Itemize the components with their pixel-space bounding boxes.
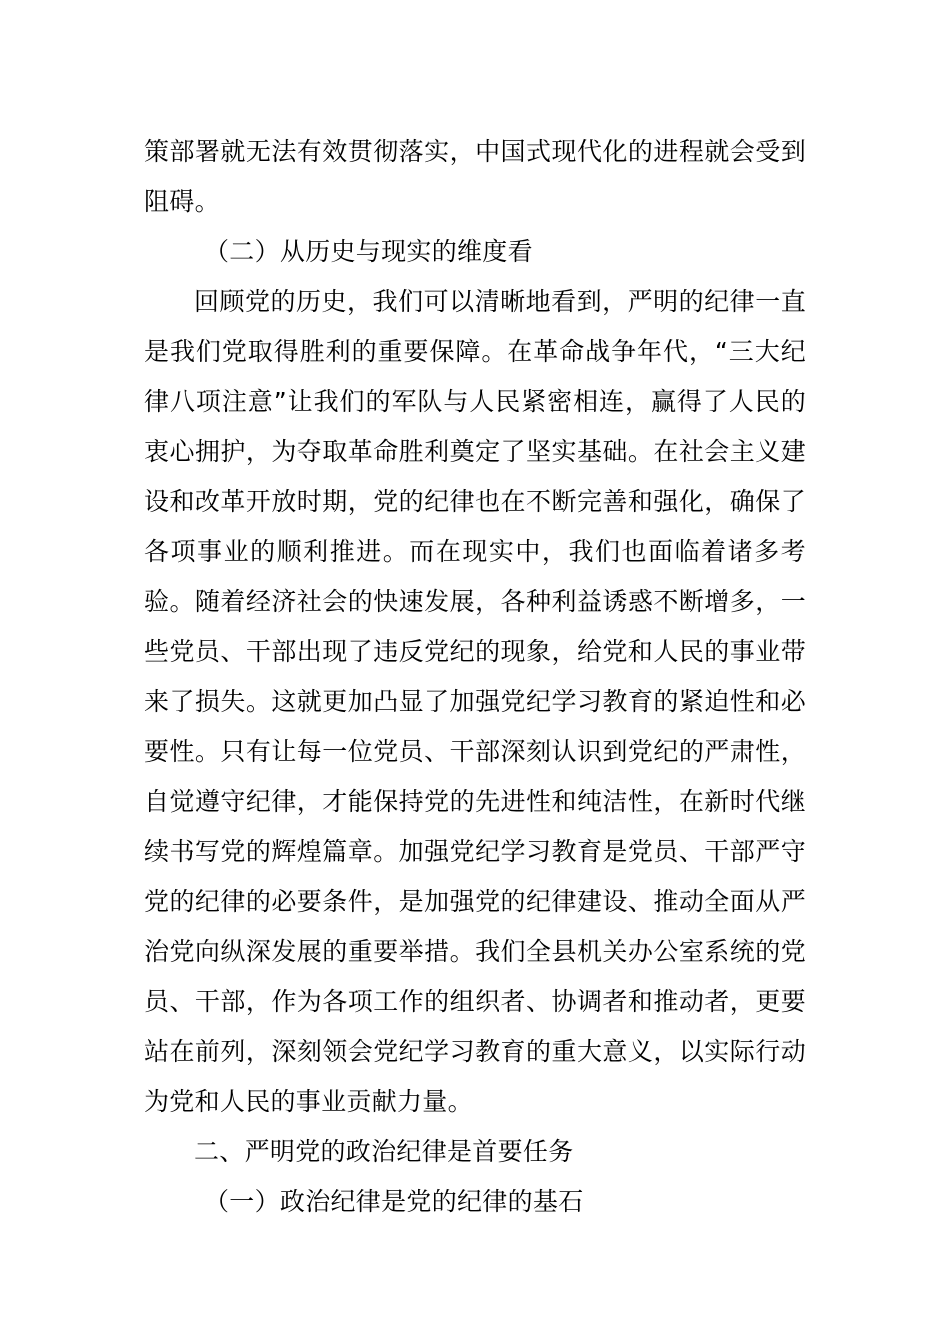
main-text-block xyxy=(144,227,806,1227)
subsection-heading-cornerstone: （一）政治纪律是党的纪律的基石 xyxy=(204,1187,584,1216)
continuation-paragraph: 策部署就无法有效贯彻落实，中国式现代化的进程就会受到阻碍。 xyxy=(144,137,806,216)
body-paragraph-history: 回顾党的历史，我们可以清晰地看到，严明的纪律一直是我们党取得胜利的重要保障。在革命战争年代，“三大纪律八项注意”让我们的军队与人民紧密相连，赢得了人民的衷心拥护，为夺取革命胜利奠定了坚实基础。在社会主义建设和改革开放时期，党的纪律也在不断完善和强化，确保了各项事业的顺利推进。而在现实中，我们也面临着诸多考验。随着经济社会的快速发展，各种利益诱惑不断增多，一些党员、干部出现了违反党纪的现象，给党和人民的事业带来了损失。这就更加凸显了加强党纪学习教育的紧迫性和必要性。只有让每一位党员、干部深刻认识到党纪的严肃性，自觉遵守纪律，才能保持党的先进性和纯洁性，在新时代继续书写党的辉煌篇章。加强党纪学习教育是党员、干部严守党的纪律的必要条件，是加强党的纪律建设、推动全面从严治党向纵深发展的重要举措。我们全县机关办公室系统的党员、干部，作为各项工作的组织者、协调者和推动者，更要站在前列，深刻领会党纪学习教育的重大意义，以实际行动为党和人民的事业贡献力量。 xyxy=(144,287,806,1116)
chapter-heading-political-discipline: 二、严明党的政治纪律是首要任务 xyxy=(194,1137,574,1166)
section-heading-history-reality: （二）从历史与现实的维度看 xyxy=(204,237,533,266)
continuation-block xyxy=(144,127,806,227)
